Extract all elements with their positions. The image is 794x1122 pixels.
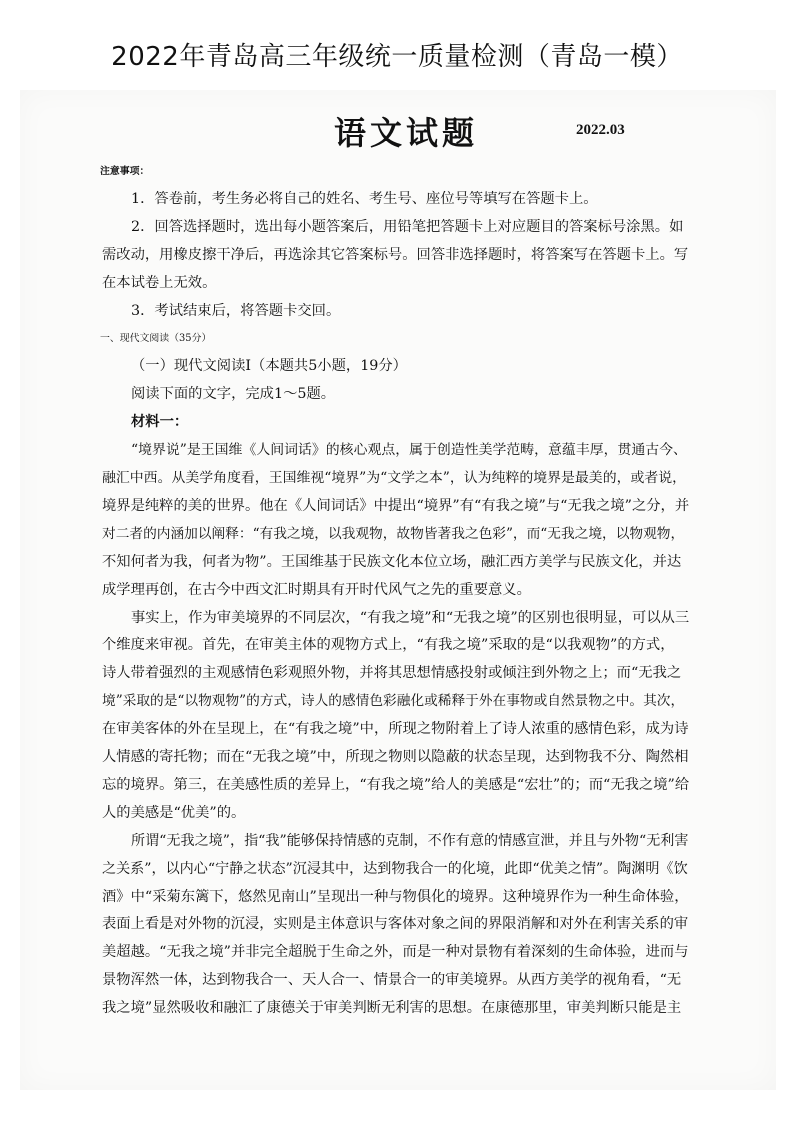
note-item-2-line-2: 需改动，用橡皮擦干净后，再选涂其它答案标号。回答非选择题时，将答案写在答题卡上。写 (102, 246, 689, 263)
paragraph-line: 诗人带着强烈的主观感情色彩观照外物，并将其思想情感投射或倾注到外物之上；而“无我之 (102, 665, 682, 682)
section-heading: 一、现代文阅读（35分） (100, 333, 212, 345)
paragraph-3 (102, 828, 690, 1023)
exam-heading: 2022年青岛高三年级统一质量检测（青岛一模） (111, 42, 683, 72)
paragraph-line: 我之境”显然吸收和融汇了康德关于审美判断无利害的思想。在康德那里，审美判断只能是主 (102, 1000, 682, 1017)
paragraph-line: 美超越。“无我之境”并非完全超脱于生命之外，而是一种对景物有着深刻的生命体验，进而与 (102, 944, 689, 961)
section-instruction: 阅读下面的文字，完成1～5题。 (131, 386, 336, 403)
paragraph-line: 不知何者为我，何者为物”。王国维基于民族文化本位立场，融汇西方美学与民族文化，并达 (102, 553, 682, 570)
paragraph-1 (102, 437, 690, 604)
paragraph-line: 境”采取的是“以物观物”的方式，诗人的感情色彩融化或稀释于外在事物或自然景物之中。其次， (102, 693, 685, 710)
paragraph-line: 景物浑然一体，达到物我合一、天人合一、情景合一的审美境界。从西方美学的视角看，“无 (102, 972, 682, 989)
paragraph-line: 人情感的寄托物；而在“无我之境”中，所现之物则以隐蔽的状态呈现，达到物我不分、陶然相 (102, 749, 689, 766)
paragraph-line: 对二者的内涵加以阐释：“有我之境，以我观物，故物皆著我之色彩”，而“无我之境，以物观物， (102, 525, 685, 542)
paragraph-line: 境界是纯粹的美的世界。他在《人间词话》中提出“境界”有“有我之境”与“无我之境”之分，并 (102, 497, 690, 514)
title-row (0, 108, 794, 152)
paragraph-line: 融汇中西。从美学角度看，王国维视“境界”为“文学之本”，认为纯粹的境界是最美的，或者说， (102, 469, 687, 486)
paragraph-line: 忘的境界。第三，在美感性质的差异上，“有我之境”给人的美感是“宏壮”的；而“无我之境”给 (102, 776, 690, 793)
paper-content (102, 158, 690, 1023)
note-item-1: 1．答卷前，考生务必将自己的姓名、考生号、座位号等填写在答题卡上。 (131, 190, 598, 207)
paragraph-line: 事实上，作为审美境界的不同层次，“有我之境”和“无我之境”的区别也很明显，可以从三 (131, 609, 690, 626)
paragraph-line: 在审美客体的外在呈现上，在“有我之境”中，所现之物附着上了诗人浓重的感情色彩，成为诗 (102, 721, 689, 738)
paragraph-line: 人的美感是“优美”的。 (102, 804, 246, 821)
paragraph-line: “境界说”是王国维《人间词话》的核心观点，属于创造性美学范畴，意蕴丰厚，贯通古今、 (131, 442, 687, 459)
paragraph-line: 表面上看是对外物的沉浸，实则是主体意识与客体对象之间的界限消解和对外在利害关系的审 (102, 916, 689, 933)
paper-date: 2022.03 (576, 122, 625, 138)
paper-title: 语文试题 (334, 114, 479, 152)
material-label: 材料一： (131, 414, 189, 431)
paragraph-line: 成学理再创，在古今中西文汇时期具有开时代风气之先的重要意义。 (102, 581, 531, 598)
paragraph-line: 酒》中“采菊东篱下，悠然见南山”呈现出一种与物俱化的境界。这种境界作为一种生命体验， (102, 888, 689, 905)
paragraph-2 (102, 605, 690, 828)
note-item-3: 3．考试结束后，将答题卡交回。 (131, 302, 341, 319)
note-item-2-line-3: 在本试卷上无效。 (102, 274, 217, 291)
paragraph-line: 之关系”，以内心“宁静之状态”沉浸其中，达到物我合一的化境，此即“优美之情”。陶渊明《饮 (102, 860, 688, 877)
paragraph-line: 所谓“无我之境”，指“我”能够保持情感的克制，不作有意的情感宣泄，并且与外物“无利害 (131, 832, 689, 849)
section-sub-heading: （一）现代文阅读Ⅰ（本题共5小题，19分） (131, 358, 407, 375)
paragraph-line: 个维度来审视。首先，在审美主体的观物方式上，“有我之境”采取的是“以我观物”的方式， (102, 637, 675, 654)
notes-heading: 注意事项： (100, 166, 150, 177)
note-item-2-line-1: 2．回答选择题时，选出每小题答案后，用铅笔把答题卡上对应题目的答案标号涂黑。如 (131, 218, 684, 235)
